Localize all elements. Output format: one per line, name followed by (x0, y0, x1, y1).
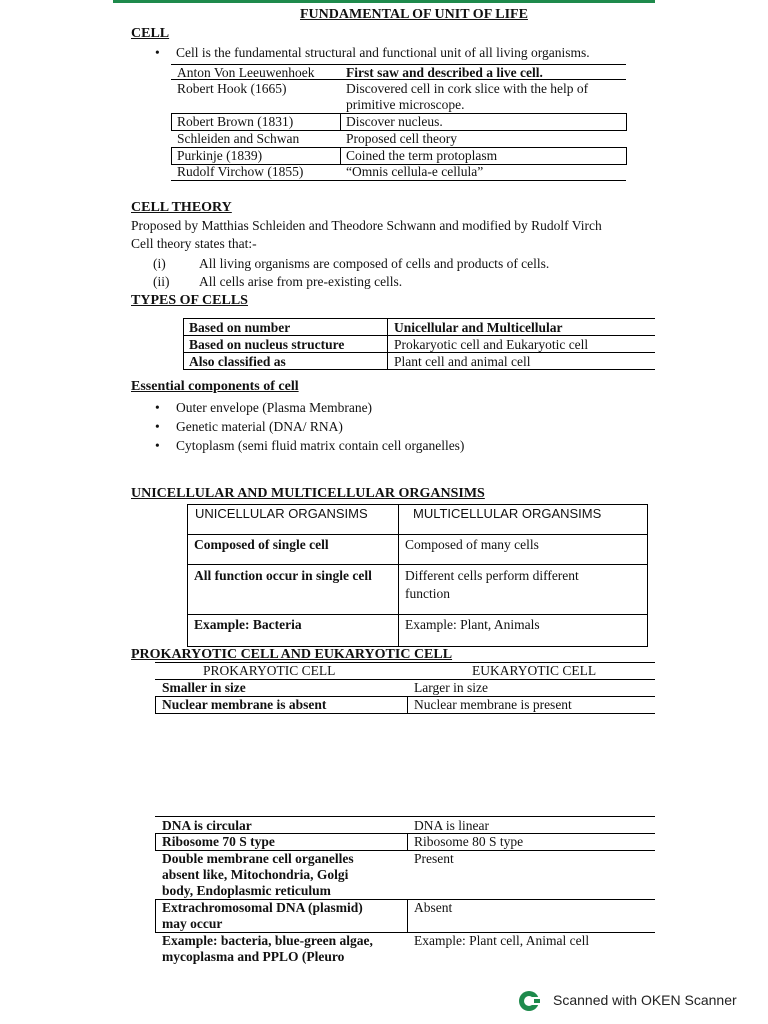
types-heading: TYPES OF CELLS (131, 293, 248, 308)
table-cell: First saw and described a live cell. (346, 65, 543, 80)
top-green-rule (113, 0, 655, 3)
table-cell: Nuclear membrane is absent (162, 697, 327, 712)
table-cell: Composed of many cells (405, 537, 539, 552)
table-cell: DNA is linear (414, 818, 489, 833)
cell-theory-line: Proposed by Matthias Schleiden and Theodore Schwann and modified by Rudolf Virch (131, 218, 602, 233)
cell-theory-line: Cell theory states that:- (131, 236, 257, 251)
page-title: FUNDAMENTAL OF UNIT OF LIFE (300, 7, 528, 22)
list-item: All cells arise from pre-existing cells. (199, 274, 403, 289)
cell-theory-heading: CELL THEORY (131, 200, 232, 215)
oken-scanner-logo-icon (518, 990, 540, 1012)
cell-bullet: • Cell is the fundamental structural and functional unit of all living organisms. (176, 45, 590, 61)
table-cell: primitive microscope. (346, 97, 465, 112)
table-cell: Purkinje (1839) (177, 148, 263, 163)
table-cell: mycoplasma and PPLO (Pleuro (162, 949, 345, 964)
table-cell: Plant cell and animal cell (394, 354, 531, 369)
table-cell: Nuclear membrane is present (414, 697, 572, 712)
pro-eu-heading: PROKARYOTIC CELL AND EUKARYOTIC CELL (131, 647, 453, 662)
cell-heading: CELL (131, 26, 170, 41)
column-header: EUKARYOTIC CELL (472, 663, 597, 678)
table-cell: Also classified as (189, 354, 286, 369)
column-header: UNICELLULAR ORGANSIMS (195, 506, 368, 521)
table-cell: Schleiden and Schwan (177, 131, 300, 146)
table-cell: Example: Bacteria (194, 617, 302, 632)
table-cell: DNA is circular (162, 818, 252, 833)
table-cell: Proposed cell theory (346, 131, 457, 146)
table-cell: Example: Plant cell, Animal cell (414, 933, 590, 948)
table-cell: Unicellular and Multicellular (394, 320, 563, 335)
column-header: MULTICELLULAR ORGANSIMS (413, 506, 602, 521)
table-cell: Composed of single cell (194, 537, 329, 552)
column-header: PROKARYOTIC CELL (203, 663, 336, 678)
table-cell: Example: Plant, Animals (405, 617, 540, 632)
table-cell: Example: bacteria, blue-green algae, (162, 933, 373, 948)
table-cell: Larger in size (414, 680, 488, 695)
table-cell: Robert Hook (1665) (177, 81, 287, 96)
table-cell: Discover nucleus. (346, 114, 443, 129)
table-cell: All function occur in single cell (194, 568, 372, 583)
table-cell: Ribosome 80 S type (414, 834, 524, 849)
table-cell: Different cells perform different (405, 568, 579, 583)
table-cell: Prokaryotic cell and Eukaryotic cell (394, 337, 589, 352)
table-cell: function (405, 586, 450, 601)
table-cell: body, Endoplasmic reticulum (162, 883, 331, 898)
table-cell: Absent (414, 900, 453, 915)
table-cell: Present (414, 851, 454, 866)
uni-multi-heading: UNICELLULAR AND MULTICELLULAR ORGANSIMS (131, 486, 485, 501)
list-number: (i) (153, 256, 166, 271)
table-cell: Double membrane cell organelles (162, 851, 354, 866)
table-cell: “Omnis cellula-e cellula” (346, 164, 484, 179)
table-cell: may occur (162, 916, 223, 931)
table-cell: Based on number (189, 320, 291, 335)
table-cell: Robert Brown (1831) (177, 114, 294, 129)
table-cell: Based on nucleus structure (189, 337, 345, 352)
table-cell: Rudolf Virchow (1855) (177, 164, 304, 179)
table-cell: Extrachromosomal DNA (plasmid) (162, 900, 363, 915)
list-item: All living organisms are composed of cells and products of cells. (199, 256, 550, 271)
list-item: • Genetic material (DNA/ RNA) (176, 419, 343, 435)
table-cell: Anton Von Leeuwenhoek (177, 65, 315, 80)
list-item: • Cytoplasm (semi fluid matrix contain cell organelles) (176, 438, 464, 454)
list-number: (ii) (153, 274, 170, 289)
table-cell: Smaller in size (162, 680, 246, 695)
table-cell: absent like, Mitochondria, Golgi (162, 867, 349, 882)
table-cell: Coined the term protoplasm (346, 148, 498, 163)
scanner-watermark: Scanned with OKEN Scanner (553, 992, 737, 1008)
table-cell: Ribosome 70 S type (162, 834, 275, 849)
essential-heading: Essential components of cell (131, 379, 299, 394)
list-item: • Outer envelope (Plasma Membrane) (176, 400, 372, 416)
table-cell: Discovered cell in cork slice with the help of (346, 81, 589, 96)
